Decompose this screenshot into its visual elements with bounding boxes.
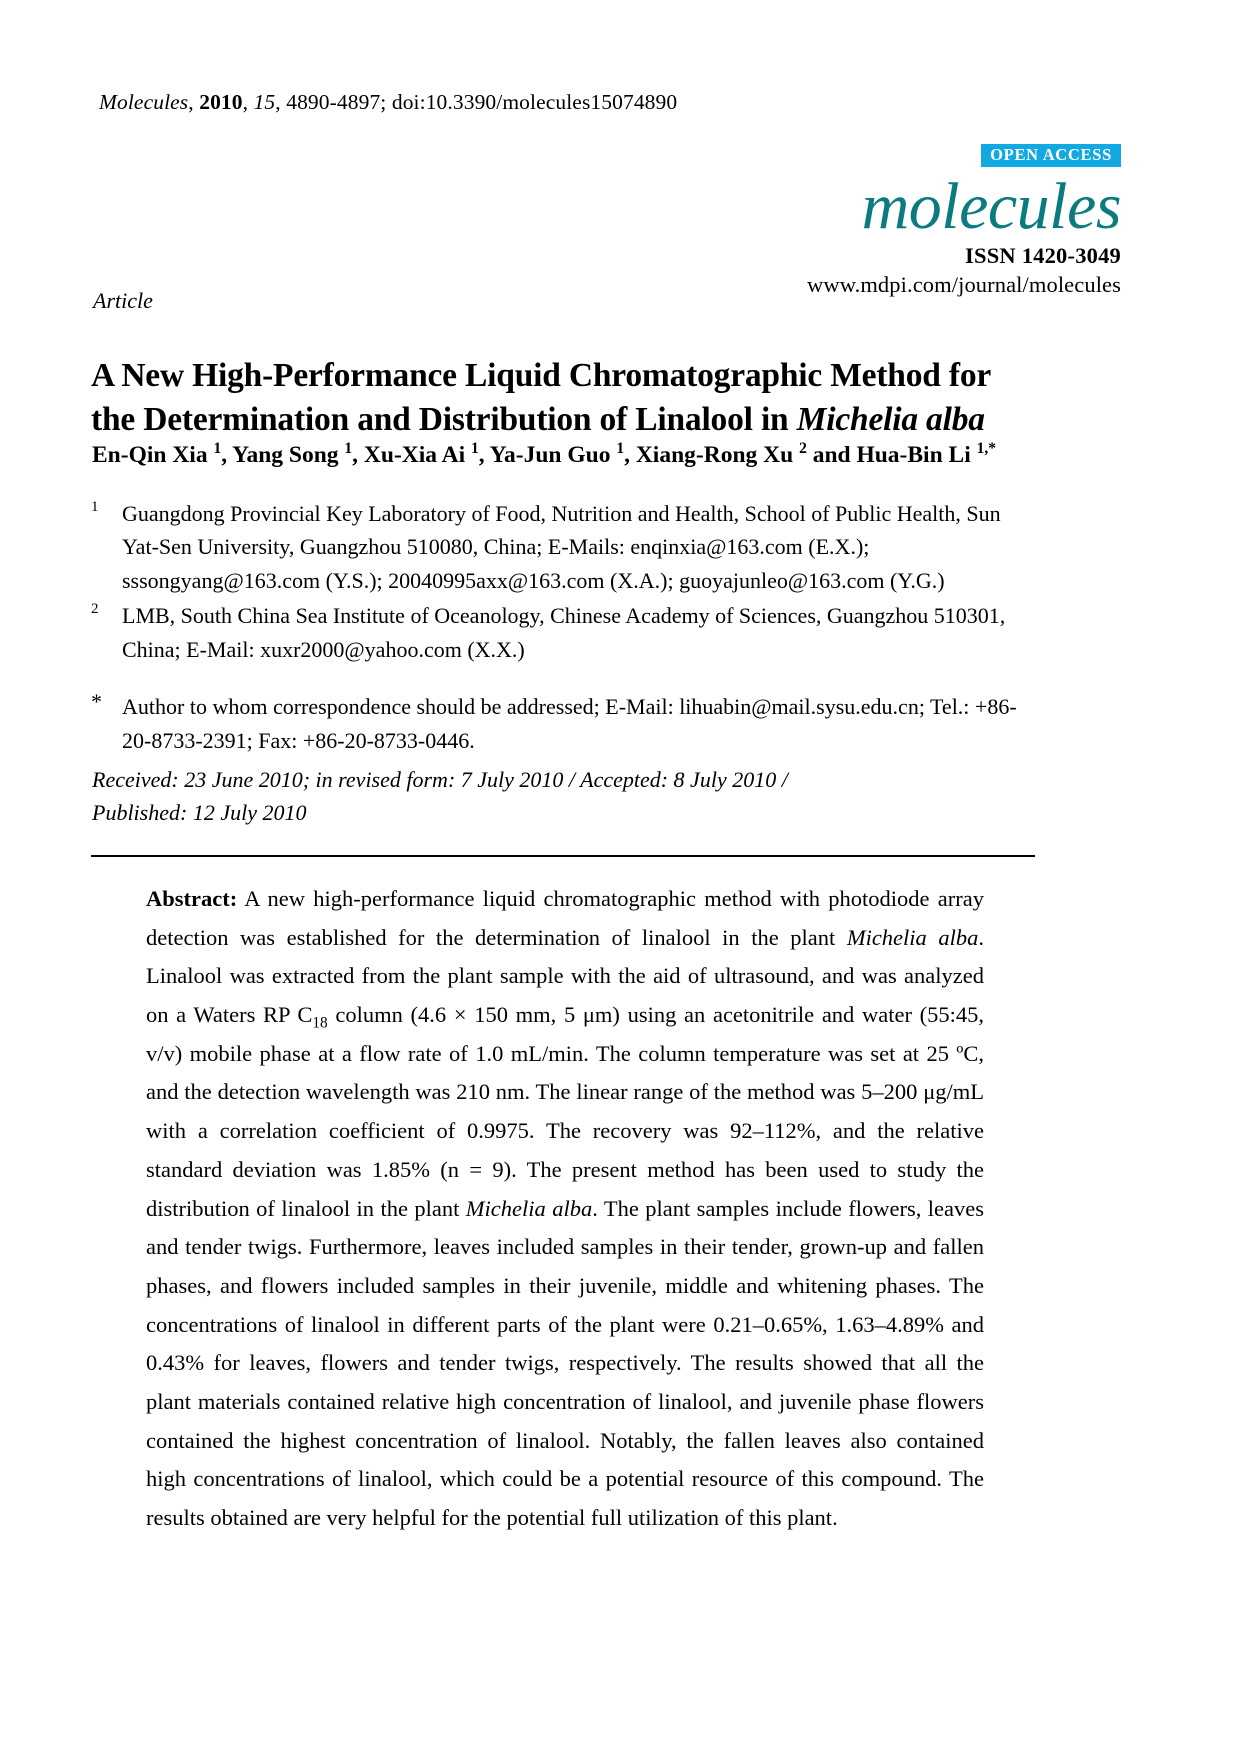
affiliation-mark: 1 (91, 499, 99, 515)
abstract-seg-4: . The plant samples include flowers, leaves and tender twigs. Furthermore, leaves included samples in their tender, grown-up and fallen phases, and flowers included samples in their juvenile, middle and whitening phases. The concentrations of linalool in different parts of the plant were 0.21–0.65%, 1.63–4.89% and 0.43% for leaves, flowers and tender twigs, respectively. The results showed that all the plant materials contained relative high concentration of linalool, and juvenile phase flowers contained the highest concentration of linalool. Notably, the fallen leaves also contained high concentrations of linalool, which could be a potential resource of this compound. The results obtained are very helpful for the potential full utilization of this plant. (146, 1195, 984, 1530)
running-head (99, 90, 677, 115)
author-affil-mark: 1 (344, 440, 353, 458)
dates-line-published: Published: 12 July 2010 (92, 799, 307, 825)
running-head-journal: Molecules (99, 90, 189, 114)
affiliation-text: Guangdong Provincial Key Laboratory of Food, Nutrition and Health, School of Public Health, Sun Yat-Sen University, Guangzhou 510080, China; E-Mails: enqinxia@163.com (E.X.); sssongyang@163.com (Y.S.); 20040995axx@163.com (X.A.); guoyajunleo@163.com (Y.G.) (122, 501, 1001, 593)
author-affil-mark: 1 (213, 440, 222, 458)
affiliation-row (91, 497, 1036, 597)
author-name: En-Qin Xia (92, 442, 208, 468)
author-entry (490, 442, 636, 468)
running-head-volume: 15 (253, 90, 276, 114)
abstract-species-1: Michelia alba (846, 924, 979, 950)
abstract-seg-1: A new high-performance liquid chromatographic method with photodiode array detection was established for the determination of linalool in the plant (146, 886, 984, 950)
author-affil-mark: 2 (799, 440, 807, 458)
running-head-pages: 4890-4897 (286, 90, 381, 114)
correspondence-row (91, 690, 1036, 757)
title-species: Michelia alba (796, 400, 985, 438)
author-name: Yang Song (232, 442, 339, 468)
abstract-subscript-c18: 18 (312, 1014, 328, 1032)
open-access-badge-wrap (601, 144, 1121, 167)
author-sep: , (221, 442, 233, 468)
running-head-doi: doi:10.3390/molecules15074890 (391, 90, 678, 114)
author-list (92, 440, 1042, 471)
affiliation-list (91, 497, 1036, 759)
affiliation-text: LMB, South China Sea Institute of Oceanology, Chinese Academy of Sciences, Guangzhou 510301, China; E-Mail: xuxr2000@yahoo.com (X.X.) (122, 603, 1006, 662)
author-affil-mark: 1 (471, 440, 479, 458)
journal-masthead (601, 144, 1121, 299)
author-entry (636, 442, 857, 468)
running-head-sep-4: ; (380, 90, 392, 114)
article-type-label: Article (93, 288, 153, 313)
abstract-species-2: Michelia alba (465, 1195, 593, 1221)
affiliation-mark: 2 (91, 601, 99, 618)
correspondence-text: Author to whom correspondence should be addressed; E-Mail: lihuabin@mail.sysu.edu.cn; Tel.: +86-20-8733-2391; Fax: +86-20-8733-0446. (122, 694, 1017, 753)
author-name: Xiang-Rong Xu (635, 442, 794, 468)
journal-issn: ISSN 1420-3049 (965, 242, 1121, 268)
abstract-seg-3: column (4.6 × 150 mm, 5 μm) using an acetonitrile and water (55:45, v/v) mobile phase at a flow rate of 1.0 mL/min. The column temperature was set at 25 ºC, and the detection wavelength was 210 nm. The linear range of the method was 5–200 μg/mL with a correlation coefficient of 0.9975. The recovery was 92–112%, and the relative standard deviation was 1.85% (n = 9). The present method has been used to study the distribution of linalool in the plant (146, 1002, 984, 1221)
author-entry (232, 442, 364, 468)
author-sep: and (806, 442, 857, 468)
abstract-seg-2: . Linalool was extracted from the plant sample with the aid of ultrasound, and was analyzed on a Waters RP C (146, 924, 984, 1028)
author-entry (856, 442, 996, 468)
author-affil-mark: 1,* (976, 440, 996, 458)
journal-url: www.mdpi.com/journal/molecules (807, 271, 1121, 297)
author-entry (92, 442, 232, 468)
page-title (91, 354, 1031, 440)
journal-logo: molecules (861, 170, 1121, 244)
dates-line-received: Received: 23 June 2010; in revised form: 7 July 2010 / Accepted: 8 July 2010 / (92, 767, 788, 792)
author-name: Xu-Xia Ai (363, 442, 466, 468)
author-name: Hua-Bin Li (856, 442, 971, 468)
affiliation-row (91, 599, 1036, 666)
header-divider (91, 855, 1035, 857)
correspondence-mark: * (91, 689, 102, 715)
running-head-year: 2010 (199, 90, 243, 114)
author-affil-mark: 1 (616, 440, 625, 458)
title-main: A New High-Performance Liquid Chromatographic Method for the Determination and Distribution of Linalool in (91, 357, 991, 438)
author-sep: , (352, 442, 364, 468)
running-head-sep-2: , (242, 90, 254, 114)
author-name: Ya-Jun Guo (489, 442, 611, 468)
author-sep: , (624, 442, 636, 468)
author-sep: , (478, 442, 490, 468)
abstract-label: Abstract: (146, 886, 238, 911)
running-head-sep-1: , (188, 90, 200, 114)
abstract-block (146, 880, 984, 1538)
author-entry (364, 442, 490, 468)
publication-dates (92, 764, 1032, 829)
open-access-badge: OPEN ACCESS (981, 144, 1121, 167)
running-head-sep-3: , (275, 90, 287, 114)
